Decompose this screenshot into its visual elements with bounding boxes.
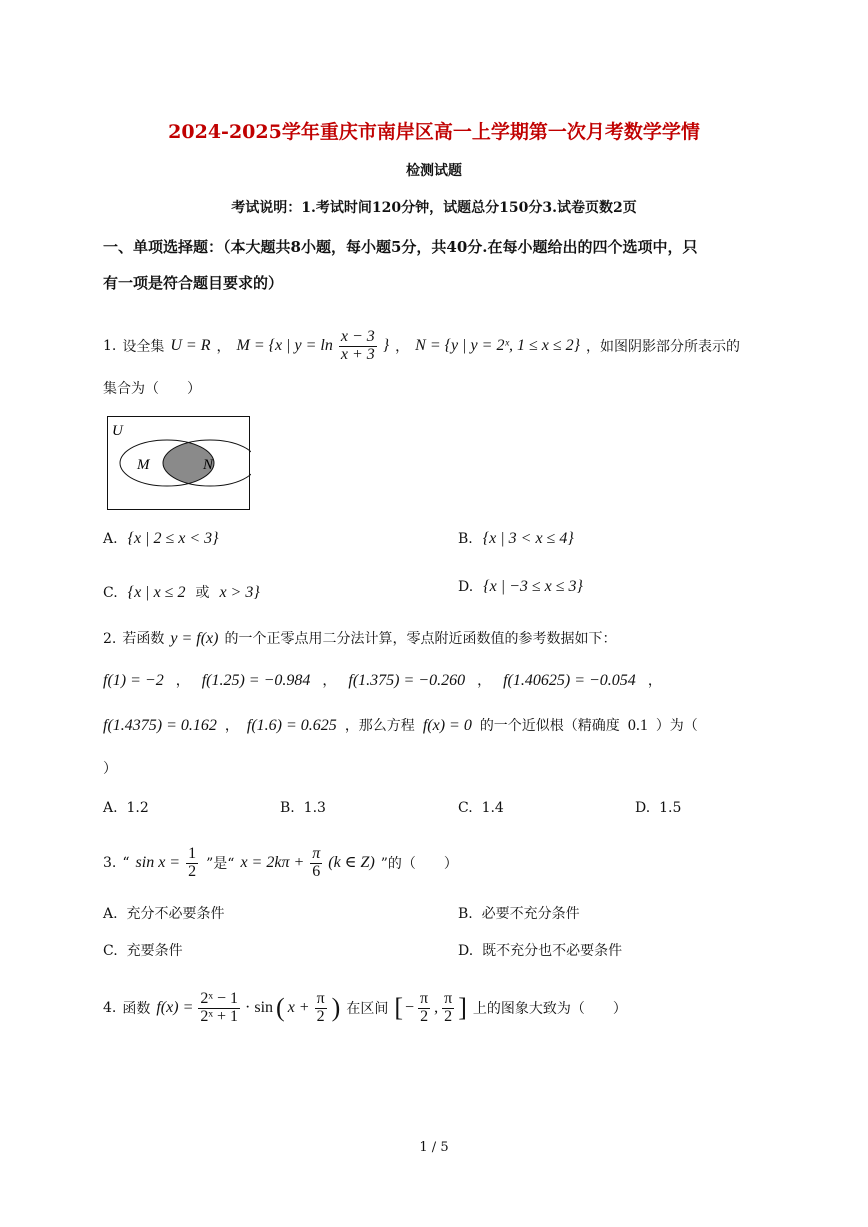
set-m-denominator: x + 3 — [340, 345, 375, 363]
q2-option-b[interactable] — [280, 800, 326, 816]
q1-option-c[interactable] — [103, 582, 260, 602]
q3-tail: ”的（ ） — [380, 856, 458, 872]
numerator: π — [312, 844, 321, 862]
venn-label-n: N — [203, 457, 214, 473]
condition-1-prefix: sin x = — [135, 853, 181, 871]
question-tail: ，如图阴影部分所表示的 — [586, 339, 741, 355]
question-lead: 函数 — [122, 1001, 151, 1017]
function-expr: y = f(x) — [170, 630, 219, 647]
option-value: 1.3 — [303, 800, 326, 816]
value-f14375: f(1.4375) = 0.162 — [103, 717, 217, 734]
option-value: 1.5 — [659, 800, 682, 816]
question-number: 3. — [103, 855, 117, 871]
condition-2-suffix: (k ∈ Z) — [328, 853, 375, 871]
venn-label-m: M — [137, 457, 150, 473]
set-m-prefix: M = {x | y = ln — [236, 336, 333, 354]
value-f1375: f(1.375) = −0.260 — [348, 672, 466, 689]
q3-option-c[interactable] — [103, 940, 183, 960]
question-number: 1. — [103, 338, 117, 354]
option-or: 或 — [195, 585, 210, 601]
condition-2-prefix: x = 2kπ + — [240, 853, 305, 871]
numerator: π — [316, 989, 325, 1007]
numerator: 2ˣ − 1 — [200, 989, 239, 1007]
numerator: π — [444, 989, 453, 1007]
interval-comma: , — [434, 999, 439, 1016]
q3-mid: ”是“ — [206, 856, 235, 872]
q1-option-d[interactable] — [458, 578, 583, 596]
bracket-close: ] — [458, 993, 467, 1022]
set-m-suffix: } — [382, 336, 390, 354]
paren-open: ( — [276, 993, 285, 1022]
q2-end2: ）为（ — [655, 718, 698, 734]
interval-lower — [418, 991, 430, 1026]
option-label: A. — [103, 906, 118, 922]
question-tail: 上的图象大致为（ ） — [472, 1001, 627, 1017]
section-heading-line1: 一、单项选择题：（本大题共8小题，每小题5分，共40分.在每小题给出的四个选项中，只 — [103, 238, 698, 256]
q3-option-a[interactable] — [103, 903, 224, 923]
minus-sign: − — [405, 999, 415, 1016]
set-u: U = R — [170, 337, 211, 354]
option-value: 既不充分也不必要条件 — [482, 943, 623, 959]
option-value: 充要条件 — [126, 943, 183, 959]
option-value: 1.4 — [481, 800, 504, 816]
q2-option-d[interactable] — [635, 800, 681, 816]
denominator: 6 — [312, 862, 321, 880]
option-label: D. — [458, 943, 474, 959]
option-label: C. — [103, 943, 118, 959]
sin-operator: · sin — [245, 999, 274, 1016]
question-2 — [103, 628, 616, 648]
function-definition — [156, 991, 340, 1026]
argument-fraction — [315, 991, 327, 1026]
value-f125: f(1.25) = −0.984 — [201, 672, 311, 689]
precision: 0.1 — [627, 717, 648, 734]
q2-mid: ，那么方程 — [344, 718, 415, 734]
question-4 — [103, 978, 627, 1038]
question-3 — [103, 838, 458, 888]
option-label: B. — [458, 906, 473, 922]
function-prefix: f(x) = — [156, 999, 194, 1016]
q2-option-c[interactable] — [458, 800, 504, 816]
question-1 — [103, 318, 740, 374]
document-subtitle: 检测试题 — [406, 163, 462, 179]
value-f16: f(1.6) = 0.625 — [246, 717, 337, 734]
q2-end: 的一个近似根（精确度 — [479, 718, 620, 734]
option-label: D. — [458, 579, 474, 595]
paren-close: ) — [331, 993, 341, 1022]
option-value: {x | −3 ≤ x ≤ 3} — [483, 578, 583, 595]
numerator: 1 — [188, 844, 197, 862]
venn-diagram — [107, 416, 251, 512]
option-label: C. — [103, 585, 118, 601]
q2-values-row2: f(1.4375) = 0.162 ， f(1.6) = 0.625 ，那么方程 f(x) = 0 的一个近似根（精确度 0.1 ）为（ — [103, 717, 698, 734]
option-label: B. — [458, 531, 473, 547]
q2-line4: ） — [103, 761, 117, 777]
function-fraction — [198, 991, 240, 1026]
set-m-numerator: x − 3 — [340, 327, 375, 345]
numerator: π — [420, 989, 429, 1007]
q1-option-b[interactable] — [458, 530, 574, 548]
denominator: 2 — [188, 862, 197, 880]
condition-1-fraction — [186, 846, 198, 881]
equation: f(x) = 0 — [422, 717, 472, 734]
option-value: 充分不必要条件 — [126, 906, 225, 922]
bracket-open: [ — [394, 993, 404, 1022]
interval-lead: 在区间 — [346, 1001, 389, 1017]
venn-label-u: U — [112, 423, 123, 439]
q2-values-row1: f(1) = −2 ， f(1.25) = −0.984 ， f(1.375) = −0.260 ， f(1.40625) = −0.054 ， — [103, 672, 662, 689]
exam-instructions: 考试说明：1.考试时间120分钟，试题总分150分3.试卷页数2页 — [231, 200, 637, 216]
argument-prefix: x + — [287, 999, 310, 1016]
value-f1: f(1) = −2 — [103, 672, 164, 689]
question-tail: 的一个正零点用二分法计算，零点附近函数值的参考数据如下： — [224, 631, 617, 647]
comma: ， — [216, 339, 231, 355]
comma: ， — [395, 339, 410, 355]
q3-option-b[interactable] — [458, 903, 580, 923]
value-f140625: f(1.40625) = −0.054 — [503, 672, 636, 689]
option-value-a: {x | x ≤ 2 — [127, 584, 186, 601]
question-1-line2: 集合为（ ） — [103, 381, 201, 397]
denominator: 2 — [316, 1007, 325, 1025]
option-value: {x | 3 < x ≤ 4} — [482, 530, 574, 547]
option-label: A. — [103, 531, 118, 547]
condition-2 — [240, 846, 374, 881]
question-lead: 设全集 — [122, 339, 165, 355]
option-label: D. — [635, 800, 651, 816]
q2-option-a[interactable] — [103, 800, 149, 816]
option-value-b: x > 3} — [219, 584, 260, 601]
option-value: 必要不充分条件 — [481, 906, 580, 922]
option-label: C. — [458, 800, 473, 816]
set-m-fraction — [339, 329, 377, 364]
question-number: 4. — [103, 1000, 117, 1016]
document-title: 2024-2025学年重庆市南岸区高一上学期第一次月考数学学情 — [168, 121, 700, 143]
q1-option-a[interactable] — [103, 530, 219, 548]
denominator: 2ˣ + 1 — [200, 1007, 239, 1025]
denominator: 2 — [420, 1007, 429, 1025]
option-value: {x | 2 ≤ x < 3} — [127, 530, 219, 547]
condition-2-fraction — [310, 846, 322, 881]
question-number: 2. — [103, 631, 117, 647]
question-lead: 若函数 — [122, 631, 165, 647]
interval-upper — [442, 991, 454, 1026]
q3-option-d[interactable] — [458, 940, 622, 960]
option-value: 1.2 — [126, 800, 149, 816]
page-number: 1 / 5 — [419, 1140, 449, 1155]
section-heading-line2: 有一项是符合题目要求的） — [103, 274, 284, 292]
set-n: N = {y | y = 2ˣ, 1 ≤ x ≤ 2} — [415, 337, 581, 354]
option-label: B. — [280, 800, 295, 816]
set-m — [236, 329, 389, 364]
interval — [394, 991, 467, 1026]
option-label: A. — [103, 800, 118, 816]
condition-1 — [136, 846, 201, 881]
quote-open: “ — [122, 855, 130, 871]
denominator: 2 — [444, 1007, 453, 1025]
